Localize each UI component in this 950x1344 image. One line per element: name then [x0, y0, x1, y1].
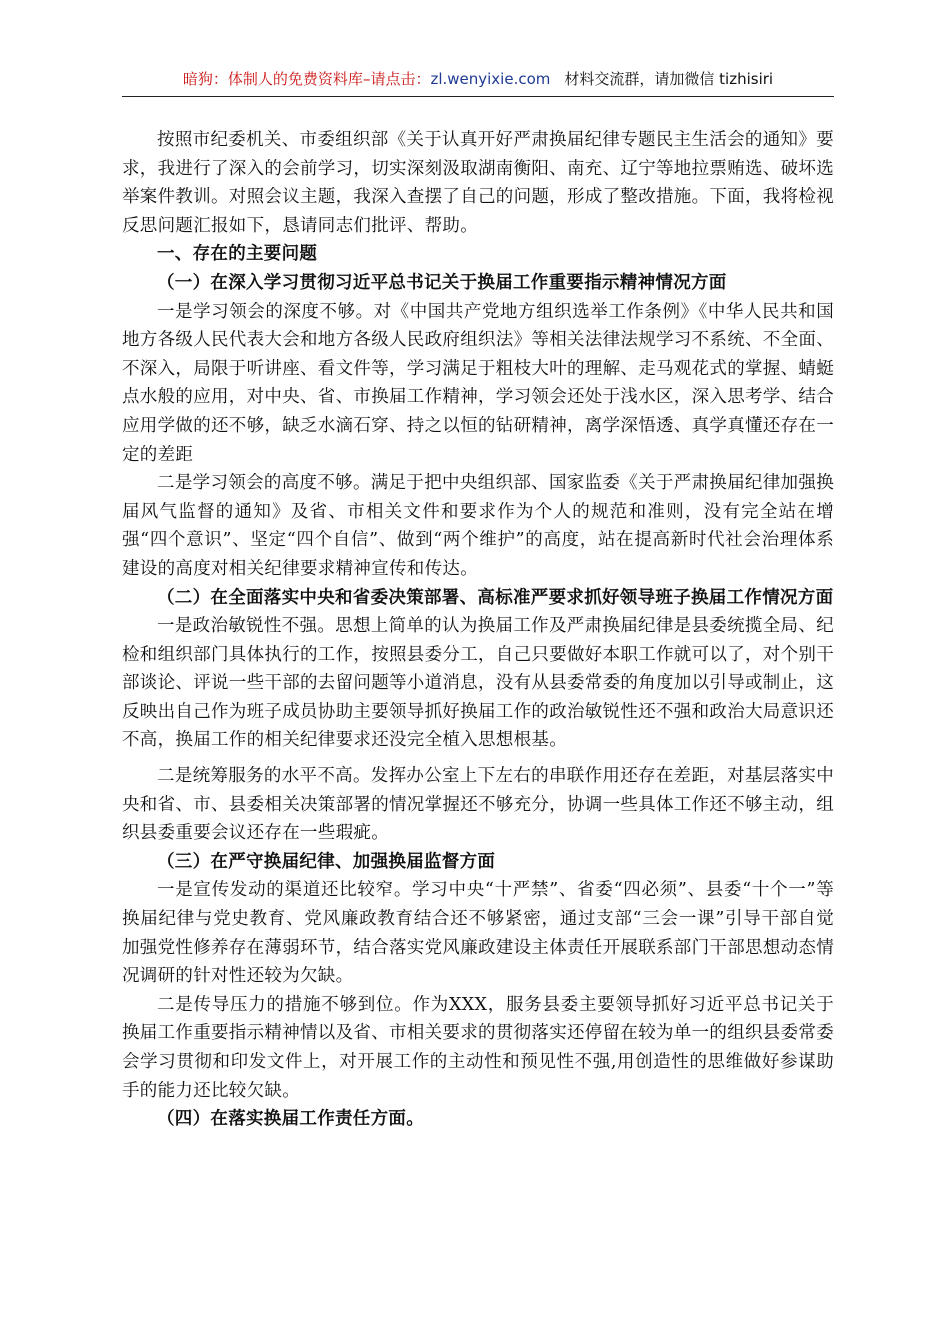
header-dash: –: [362, 70, 371, 88]
body-paragraph: 二是学习领会的高度不够。满足于把中央组织部、国家监委《关于严肃换届纪律加强换届风气监督的通知》及省、市相关文件和要求作为个人的规范和准则，没有完全站在增强“四个意识”、坚定“四个自信”、做到“两个维护”的高度，站在提高新时代社会治理体系建设的高度对相关纪律要求精神宣传和传达。: [122, 473, 834, 579]
document-body: [122, 126, 834, 1134]
header-prompt: 请点击：: [370, 70, 431, 88]
page-header: [122, 64, 834, 97]
body-paragraph: 二是传导压力的措施不够到位。作为XXX，服务县委主要领导抓好习近平总书记关于换届工作重要指示精神情以及省、市相关要求的贯彻落实还停留在较为单一的组织县委常委会学习贯彻和印发文件上，对开展工作的主动性和预见性不强,用创造性的思维做好参谋助手的能力还比较欠缺。: [122, 994, 834, 1101]
subsection-heading: （一）在深入学习贯彻习近平总书记关于换届工作重要指示精神情况方面: [157, 272, 727, 293]
subsection-heading: （四）在落实换届工作责任方面。: [157, 1109, 424, 1130]
header-wechat: 材料交流群，请加微信 tizhisiri: [564, 70, 774, 88]
body-paragraph: 一是宣传发动的渠道还比较窄。学习中央“十严禁”、省委“四必须”、县委“十个一”等换届纪律与党史教育、党风廉政教育结合还不够紧密，通过支部“三会一课”引导干部自觉加强党性修养存在薄弱环节，结合落实党风廉政建设主体责任开展联系部门干部思想动态情况调研的针对性还较为欠缺。: [122, 880, 834, 987]
intro-paragraph: 按照市纪委机关、市委组织部《关于认真开好严肃换届纪律专题民主生活会的通知》要求，我进行了深入的会前学习，切实深刻汲取湖南衡阳、南充、辽宁等地拉票贿选、破坏选举案件教训。对照会议主题，我深入查摆了自己的问题，形成了整改措施。下面，我将检视反思问题汇报如下，恳请同志们批评、帮助。: [122, 130, 834, 236]
body-paragraph: 一是政治敏锐性不强。思想上简单的认为换届工作及严肃换届纪律是县委统揽全局、纪检和组织部门具体执行的工作，按照县委分工，自己只要做好本职工作就可以了，对个别干部谈论、评说一些干部的去留问题等小道消息，没有从县委常委的角度加以引导或制止，这反映出自己作为班子成员协助主要领导抓好换届工作的政治敏锐性还不强和政治大局意识还不高，换届工作的相关纪律要求还没完全植入思想根基。: [122, 616, 834, 751]
subsection-heading: （三）在严守换届纪律、加强换届监督方面: [157, 851, 496, 872]
body-paragraph: 二是统筹服务的水平不高。发挥办公室上下左右的串联作用还存在差距，对基层落实中央和省、市、县委相关决策部署的情况掌握还不够充分，协调一些具体工作还不够主动，组织县委重要会议还存在一些瑕疵。: [122, 766, 834, 844]
header-url-link[interactable]: zl.wenyixie.com: [430, 70, 551, 88]
subsection-heading: （二）在全面落实中央和省委决策部署、高标准严要求抓好领导班子换届工作情况方面: [157, 587, 834, 608]
body-paragraph: 一是学习领会的深度不够。对《中国共产党地方组织选举工作条例》《中华人民共和国地方各级人民代表大会和地方各级人民政府组织法》等相关法律法规学习不系统、不全面、不深入，局限于听讲座、看文件等，学习满足于粗枝大叶的理解、走马观花式的掌握、蜻蜓点水般的应用，对中央、省、市换届工作精神，学习领会还处于浅水区，深入思考学、结合应用学做的还不够，缺乏水滴石穿、持之以恒的钻研精神，离学深悟透、真学真懂还存在一定的差距: [122, 301, 834, 465]
header-brand: 暗狗：体制人的免费资料库: [182, 70, 363, 88]
section-heading: 一、存在的主要问题: [157, 244, 318, 265]
